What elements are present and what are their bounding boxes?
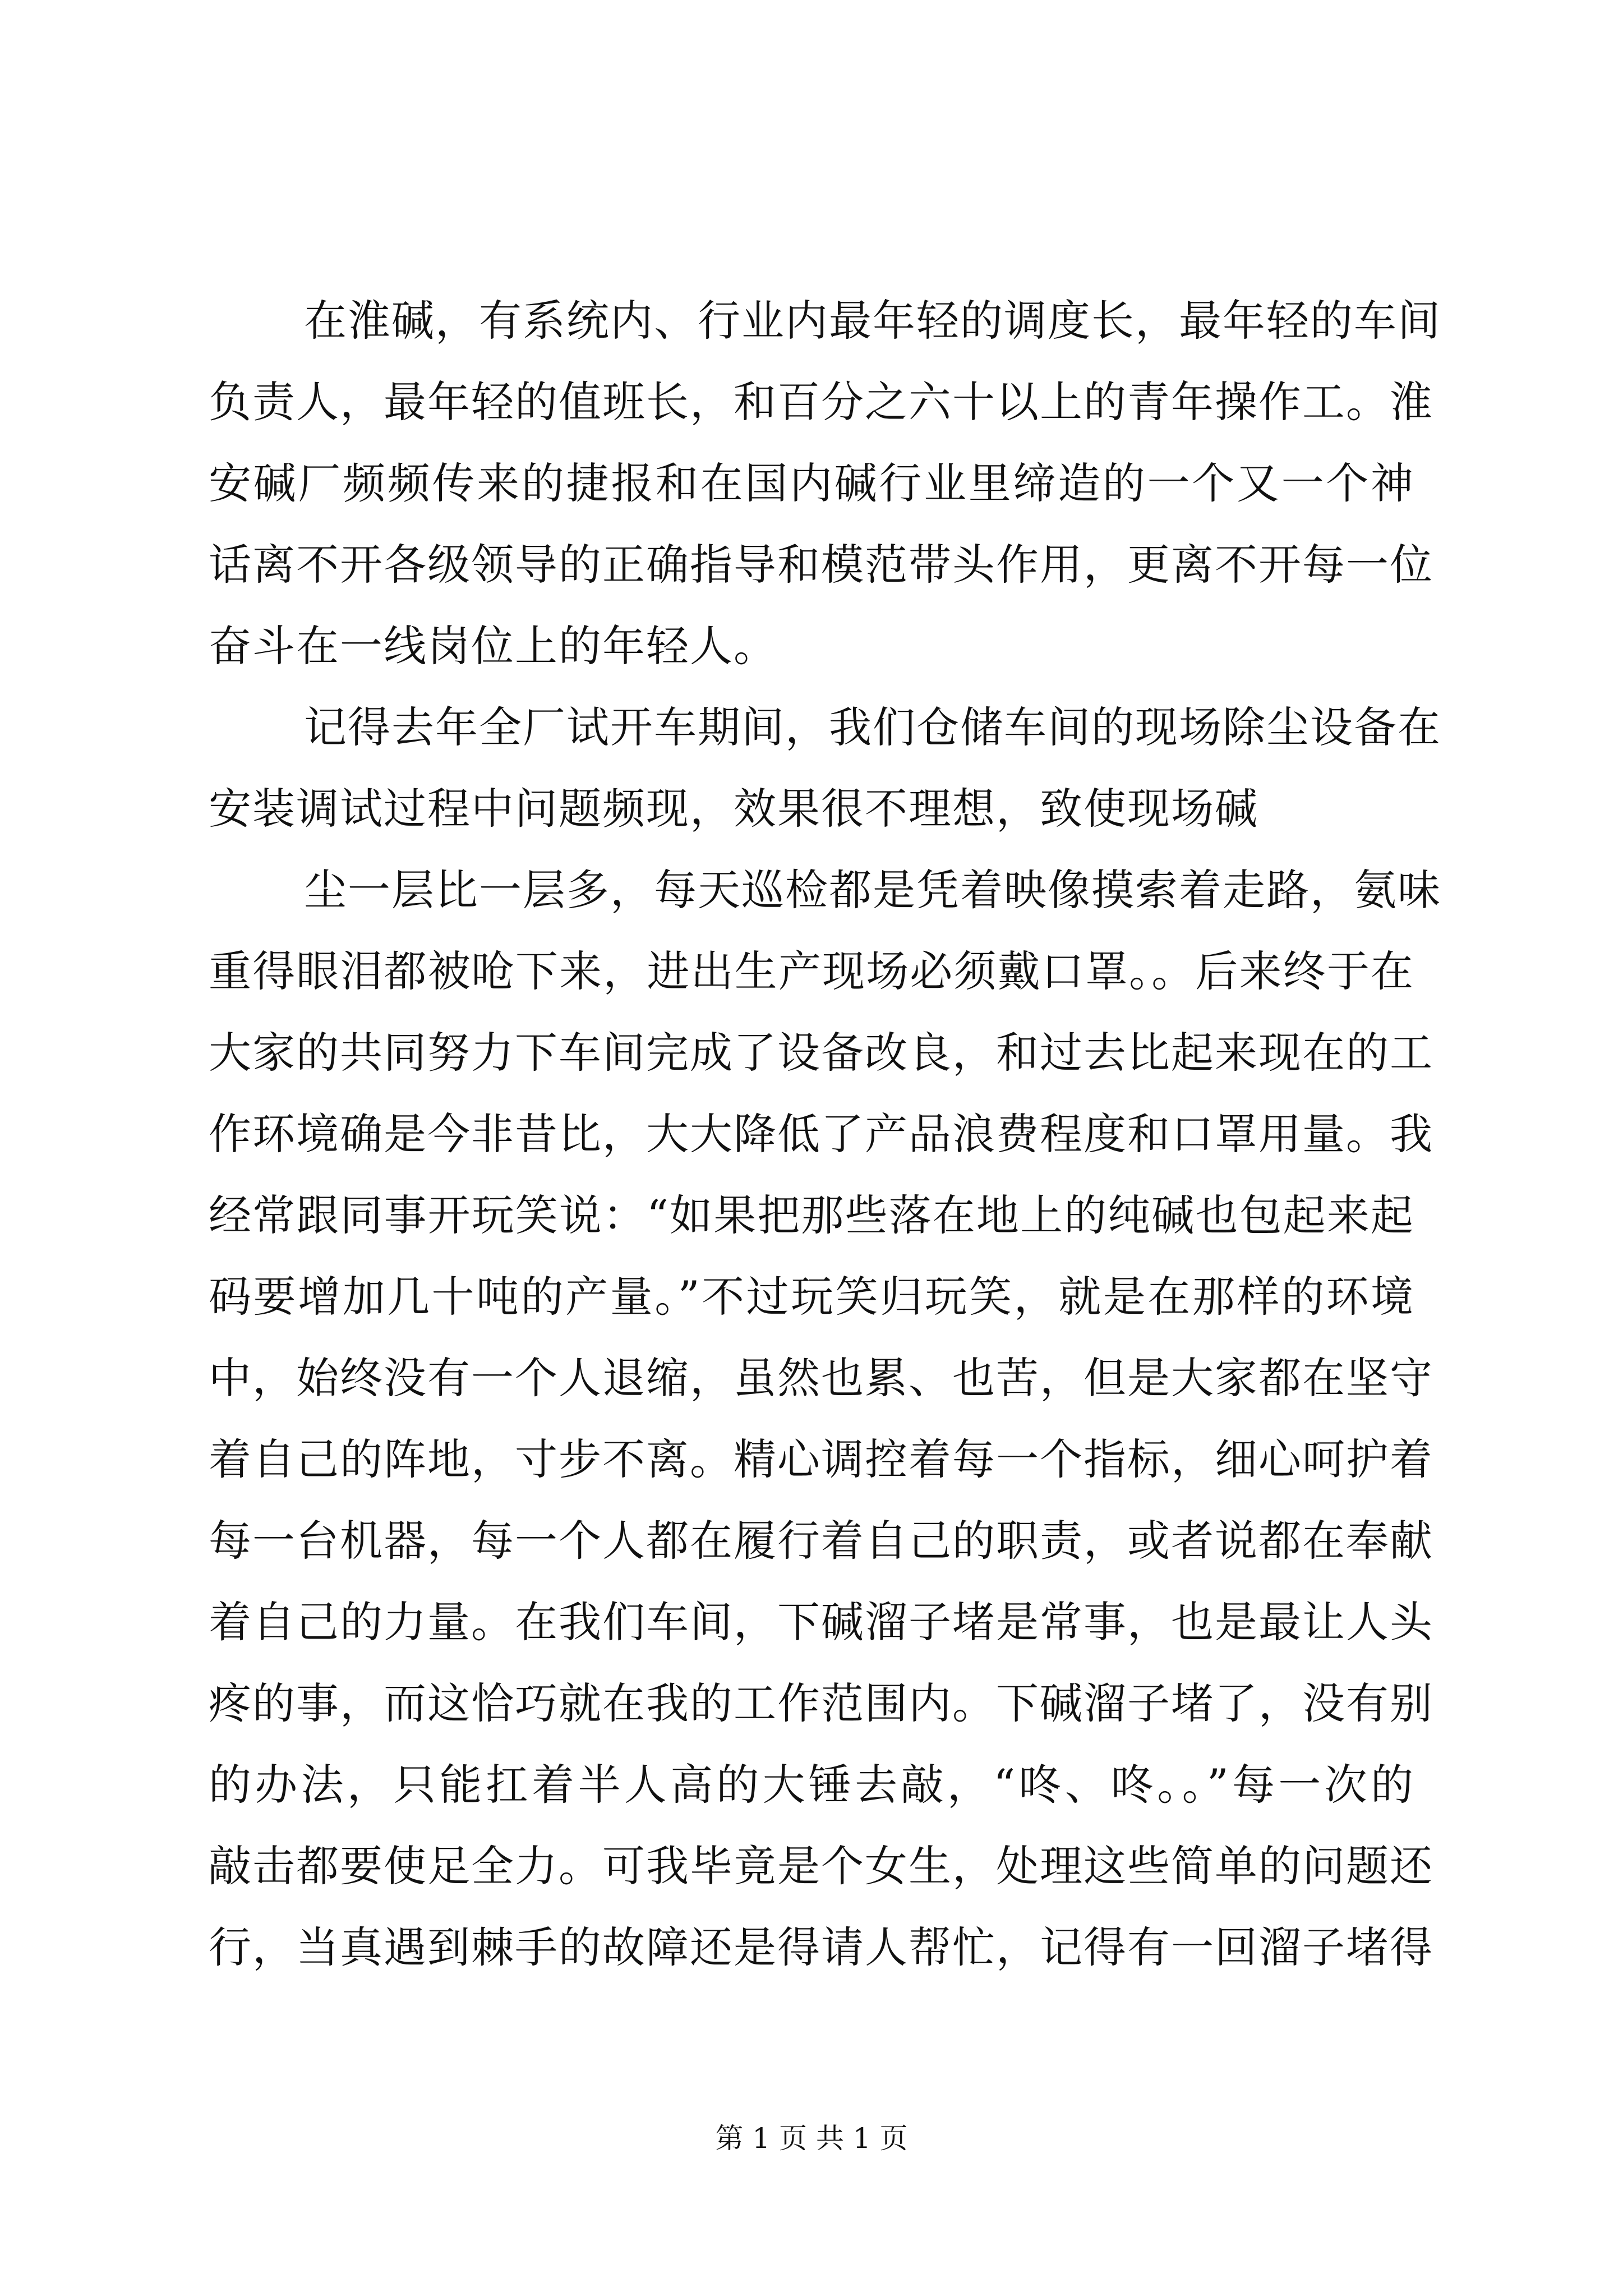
text-line: 作环境确是今非昔比，大大降低了产品浪费程度和口罩用量。我	[209, 1109, 1433, 1159]
text-line: 重得眼泪都被呛下来，进出生产现场必须戴口罩。。后来终于在	[209, 946, 1414, 996]
text-line: 话离不开各级领导的正确指导和模范带头作用，更离不开每一位	[209, 540, 1433, 590]
text-line: 中，始终没有一个人退缩，虽然也累、也苦，但是大家都在坚守	[209, 1353, 1433, 1403]
text-line: 大家的共同努力下车间完成了设备改良，和过去比起来现在的工	[209, 1028, 1433, 1078]
text-line: 码要增加几十吨的产量。”不过玩笑归玩笑，就是在那样的环境	[209, 1272, 1414, 1322]
text-line: 敲击都要使足全力。可我毕竟是个女生，处理这些简单的问题还	[209, 1841, 1433, 1891]
text-line: 在淮碱，有系统内、行业内最年轻的调度长，最年轻的车间	[304, 296, 1441, 346]
text-line: 尘一层比一层多，每天巡检都是凭着映像摸索着走路，氨味	[304, 865, 1441, 915]
text-line: 着自己的阵地，寸步不离。精心调控着每一个指标，细心呵护着	[209, 1434, 1433, 1484]
text-line: 安碱厂频频传来的捷报和在国内碱行业里缔造的一个又一个神	[209, 458, 1414, 508]
text-line: 着自己的力量。在我们车间，下碱溜子堵是常事，也是最让人头	[209, 1597, 1433, 1647]
text-line: 每一台机器，每一个人都在履行着自己的职责，或者说都在奉献	[209, 1516, 1433, 1566]
text-line: 行，当真遇到棘手的故障还是得请人帮忙，记得有一回溜子堵得	[209, 1922, 1433, 1972]
text-line: 负责人，最年轻的值班长，和百分之六十以上的青年操作工。淮	[209, 377, 1433, 427]
text-line: 安装调试过程中问题频现，效果很不理想，致使现场碱	[209, 784, 1258, 834]
text-line: 记得去年全厂试开车期间，我们仓储车间的现场除尘设备在	[304, 702, 1441, 752]
text-line: 奋斗在一线岗位上的年轻人。	[209, 621, 777, 671]
page-footer	[0, 2122, 1623, 2155]
text-line: 经常跟同事开玩笑说：“如果把那些落在地上的纯碱也包起来起	[209, 1190, 1414, 1240]
text-line: 的办法，只能扛着半人高的大锤去敲，“咚、咚。。”每一次的	[209, 1760, 1414, 1810]
page-number-label: 第 1 页 共 1 页	[715, 2122, 908, 2155]
text-line: 疼的事，而这恰巧就在我的工作范围内。下碱溜子堵了，没有别	[209, 1678, 1433, 1728]
